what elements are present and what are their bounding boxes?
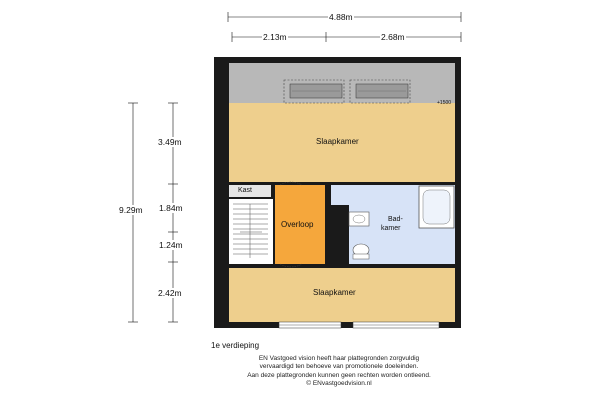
window-bottom-left bbox=[279, 322, 341, 328]
disclaimer-line: vervaardigd ten behoeve van promotionele doeleinden. bbox=[259, 363, 419, 371]
room-label-landing: Overloop bbox=[281, 220, 314, 229]
bathtub bbox=[419, 186, 454, 228]
dimension-total-width: 4.88m bbox=[329, 12, 353, 22]
sink bbox=[349, 212, 369, 226]
disclaimer-line: EN Vastgoed vision heeft haar plattegronden zorgvuldig bbox=[258, 355, 420, 362]
bathroom-shaft bbox=[327, 205, 349, 264]
disclaimer-line: Aan deze plattegronden kunnen geen rechten worden ontleend. bbox=[247, 371, 431, 379]
dimension-width-right: 2.68m bbox=[381, 32, 405, 42]
toilet bbox=[353, 244, 369, 259]
disclaimer bbox=[189, 355, 489, 389]
room-label-top-bedroom: Slaapkamer bbox=[316, 137, 359, 146]
floor-label: 1e verdieping bbox=[211, 341, 260, 350]
room-label-bathroom-line2: kamer bbox=[381, 225, 401, 232]
window-bottom-right bbox=[353, 322, 439, 328]
dimension-depth-2: 1.84m bbox=[159, 203, 183, 213]
dimension-depth-4: 2.42m bbox=[158, 288, 182, 298]
disclaimer-line: © ENvastgoedvision.nl bbox=[306, 380, 372, 388]
room-label-closet: Kast bbox=[238, 187, 253, 194]
height-mark: +1500 bbox=[437, 100, 452, 106]
room-label-bathroom-line1: Bad- bbox=[388, 216, 403, 223]
dimension-depth-1: 3.49m bbox=[158, 137, 182, 147]
dimension-depth-3: 1.24m bbox=[159, 240, 183, 250]
dimension-width-left: 2.13m bbox=[263, 32, 287, 42]
dimension-total-depth: 9.29m bbox=[119, 205, 143, 215]
room-label-bottom-bedroom: Slaapkamer bbox=[313, 288, 356, 297]
